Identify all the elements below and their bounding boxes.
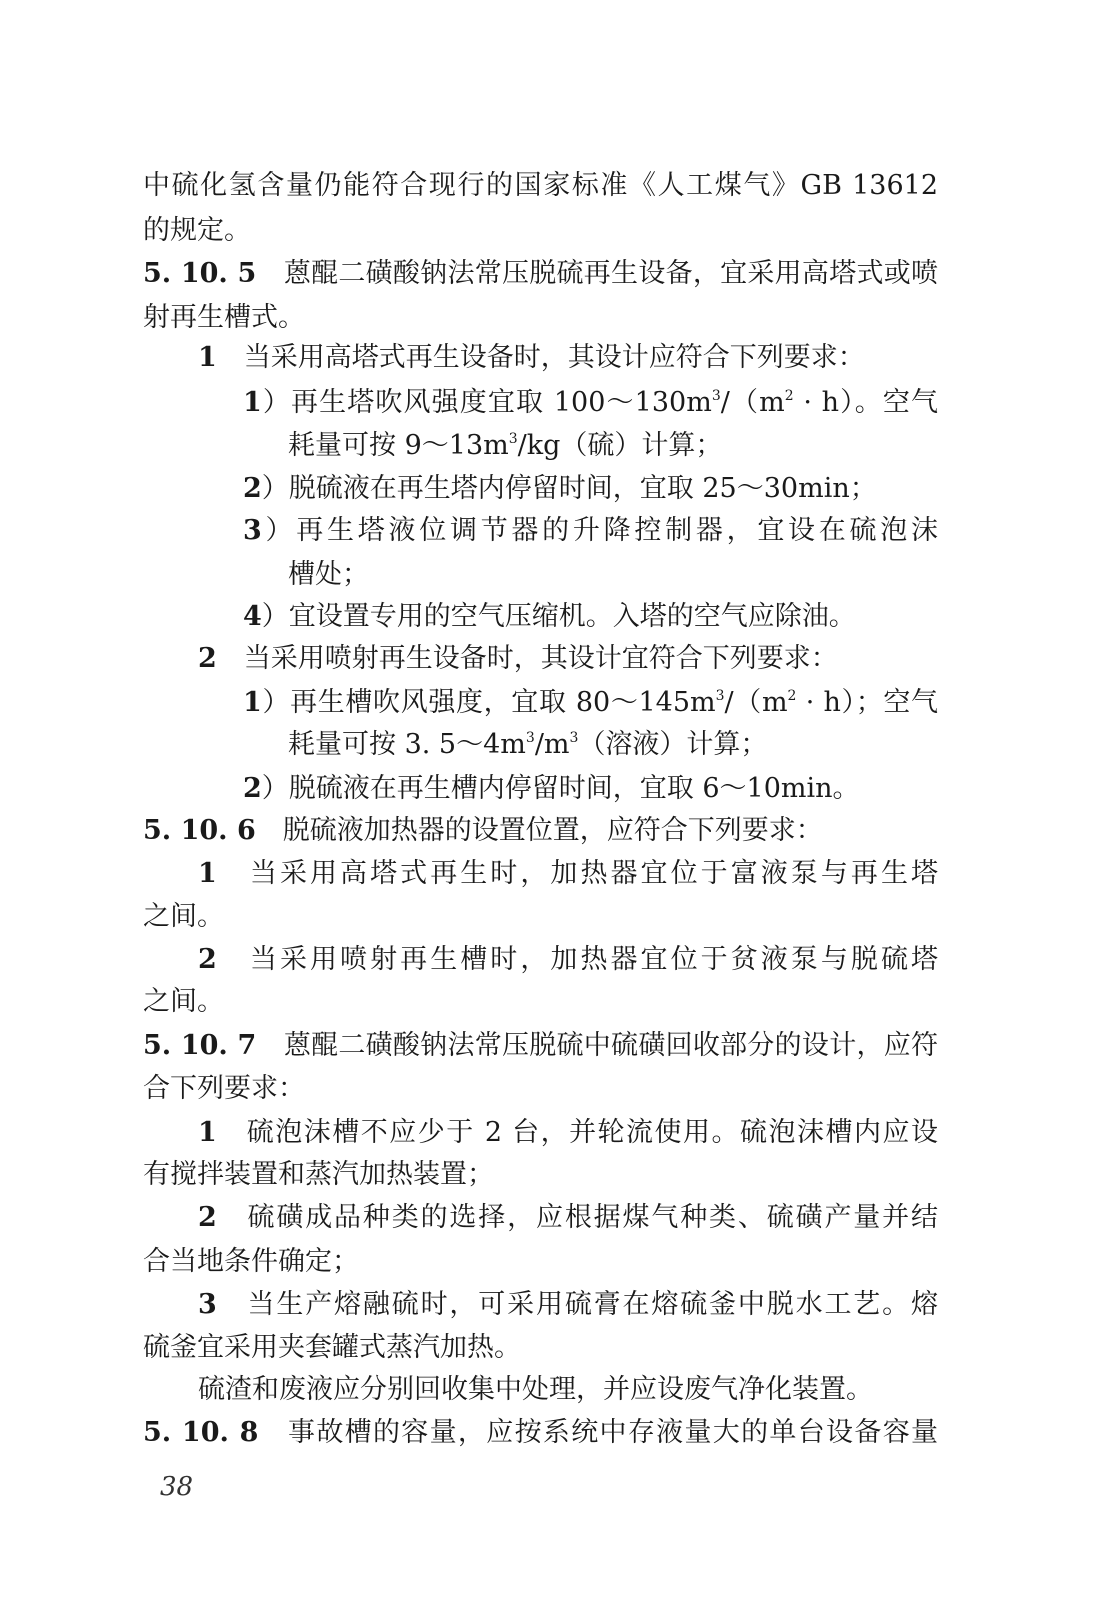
text-line bbox=[198, 1368, 1000, 1412]
text-line bbox=[143, 296, 1000, 340]
text-line bbox=[143, 1411, 938, 1455]
superscript: 2 bbox=[784, 388, 794, 404]
text-line bbox=[243, 381, 938, 425]
text-segment: 耗量可按 3. 5～4m bbox=[288, 729, 526, 760]
superscript: 3 bbox=[715, 688, 725, 704]
text-line bbox=[143, 1024, 938, 1068]
superscript: 3 bbox=[508, 431, 518, 447]
text-segment: /kg（硫）计算； bbox=[517, 430, 723, 461]
text-segment: 脱硫液加热器的设置位置，应符合下列要求： bbox=[255, 815, 823, 846]
text-line bbox=[198, 637, 1000, 681]
clause-number: 3 bbox=[243, 515, 262, 546]
text-line bbox=[198, 1283, 938, 1327]
clause-number: 2 bbox=[198, 643, 217, 674]
text-segment: ）脱硫液在再生塔内停留时间，宜取 25～30min； bbox=[261, 473, 877, 504]
text-line bbox=[143, 164, 938, 208]
superscript: 3 bbox=[569, 730, 579, 746]
text-line bbox=[288, 723, 1000, 767]
text-segment: 合当地条件确定； bbox=[143, 1246, 359, 1277]
text-segment: 槽处； bbox=[288, 559, 369, 590]
text-segment: 当采用高塔式再生时，加热器宜位于富液泵与再生塔 bbox=[216, 858, 938, 889]
text-line bbox=[288, 553, 1000, 597]
text-segment: 硫釜宜采用夹套罐式蒸汽加热。 bbox=[143, 1332, 521, 1363]
superscript: 3 bbox=[525, 730, 535, 746]
clause-number: 2 bbox=[198, 1202, 217, 1233]
text-line bbox=[198, 1111, 938, 1155]
text-line bbox=[143, 1326, 1000, 1370]
text-segment: /（m bbox=[720, 387, 785, 418]
text-line bbox=[198, 336, 1000, 380]
text-line bbox=[143, 980, 1000, 1024]
text-line bbox=[143, 252, 938, 296]
text-line bbox=[198, 852, 938, 896]
text-segment: ）再生槽吹风强度，宜取 80～145m bbox=[261, 687, 716, 718]
clause-number: 3 bbox=[198, 1289, 217, 1320]
text-line bbox=[143, 809, 1000, 853]
text-segment: 硫泡沫槽不应少于 2 台，并轮流使用。硫泡沫槽内应设 bbox=[216, 1117, 938, 1148]
text-segment: 当生产熔融硫时，可采用硫膏在熔硫釜中脱水工艺。熔 bbox=[216, 1289, 938, 1320]
clause-number: 5. 10. 5 bbox=[143, 258, 257, 289]
text-segment: 之间。 bbox=[143, 986, 224, 1017]
text-segment: /m bbox=[534, 729, 570, 760]
text-segment: · h）；空气 bbox=[796, 687, 938, 718]
text-line bbox=[143, 1153, 1000, 1197]
text-line bbox=[288, 424, 1000, 468]
text-line bbox=[198, 938, 938, 982]
text-segment: ）宜设置专用的空气压缩机。入塔的空气应除油。 bbox=[261, 601, 856, 632]
text-segment: 事故槽的容量，应按系统中存液量大的单台设备容量 bbox=[258, 1417, 938, 1448]
text-segment: 蒽醌二磺酸钠法常压脱硫中硫磺回收部分的设计，应符 bbox=[256, 1030, 938, 1061]
text-segment: 蒽醌二磺酸钠法常压脱硫再生设备，宜采用高塔式或喷 bbox=[256, 258, 938, 289]
text-line bbox=[243, 681, 938, 725]
superscript: 3 bbox=[711, 388, 721, 404]
text-segment: ）再生塔吹风强度宜取 100～130m bbox=[261, 387, 712, 418]
clause-number: 5. 10. 6 bbox=[143, 815, 256, 846]
text-line bbox=[243, 509, 938, 553]
clause-number: 1 bbox=[198, 1117, 217, 1148]
text-line bbox=[243, 767, 1000, 811]
clause-number: 4 bbox=[243, 601, 262, 632]
text-segment: 合下列要求： bbox=[143, 1073, 305, 1104]
text-segment: · h）。空气 bbox=[793, 387, 938, 418]
text-line bbox=[143, 895, 1000, 939]
text-line bbox=[198, 1196, 938, 1240]
clause-number: 2 bbox=[243, 473, 262, 504]
text-line bbox=[143, 1067, 1000, 1111]
clause-number: 1 bbox=[198, 858, 217, 889]
text-segment: （溶液）计算； bbox=[578, 729, 768, 760]
clause-number: 1 bbox=[198, 342, 217, 373]
clause-number: 2 bbox=[243, 773, 262, 804]
text-segment: 射再生槽式。 bbox=[143, 302, 305, 333]
clause-number: 5. 10. 8 bbox=[143, 1417, 259, 1448]
clause-number: 1 bbox=[243, 687, 262, 718]
page-number: 38 bbox=[160, 1472, 194, 1502]
text-segment: ）再生塔液位调节器的升降控制器，宜设在硫泡沫 bbox=[261, 515, 938, 546]
superscript: 2 bbox=[787, 688, 797, 704]
text-segment: 耗量可按 9～13m bbox=[288, 430, 509, 461]
text-segment: ）脱硫液在再生槽内停留时间，宜取 6～10min。 bbox=[261, 773, 860, 804]
text-segment: 硫磺成品种类的选择，应根据煤气种类、硫磺产量并结 bbox=[216, 1202, 938, 1233]
text-segment: 当采用喷射再生槽时，加热器宜位于贫液泵与脱硫塔 bbox=[216, 944, 938, 975]
text-segment: 当采用喷射再生设备时，其设计宜符合下列要求： bbox=[216, 643, 838, 674]
text-segment: 有搅拌装置和蒸汽加热装置； bbox=[143, 1159, 494, 1190]
text-segment: 之间。 bbox=[143, 901, 224, 932]
text-line bbox=[243, 467, 1000, 511]
text-line bbox=[243, 595, 1000, 639]
text-segment: 硫渣和废液应分别回收集中处理，并应设废气净化装置。 bbox=[198, 1374, 873, 1405]
text-segment: 的规定。 bbox=[143, 215, 251, 246]
text-segment: /（m bbox=[724, 687, 788, 718]
clause-number: 1 bbox=[243, 387, 262, 418]
clause-number: 5. 10. 7 bbox=[143, 1030, 257, 1061]
text-line bbox=[143, 1240, 1000, 1284]
text-segment: 中硫化氢含量仍能符合现行的国家标准《人工煤气》GB 13612 bbox=[143, 170, 938, 201]
text-line bbox=[143, 209, 1000, 253]
clause-number: 2 bbox=[198, 944, 217, 975]
text-segment: 当采用高塔式再生设备时，其设计应符合下列要求： bbox=[216, 342, 865, 373]
